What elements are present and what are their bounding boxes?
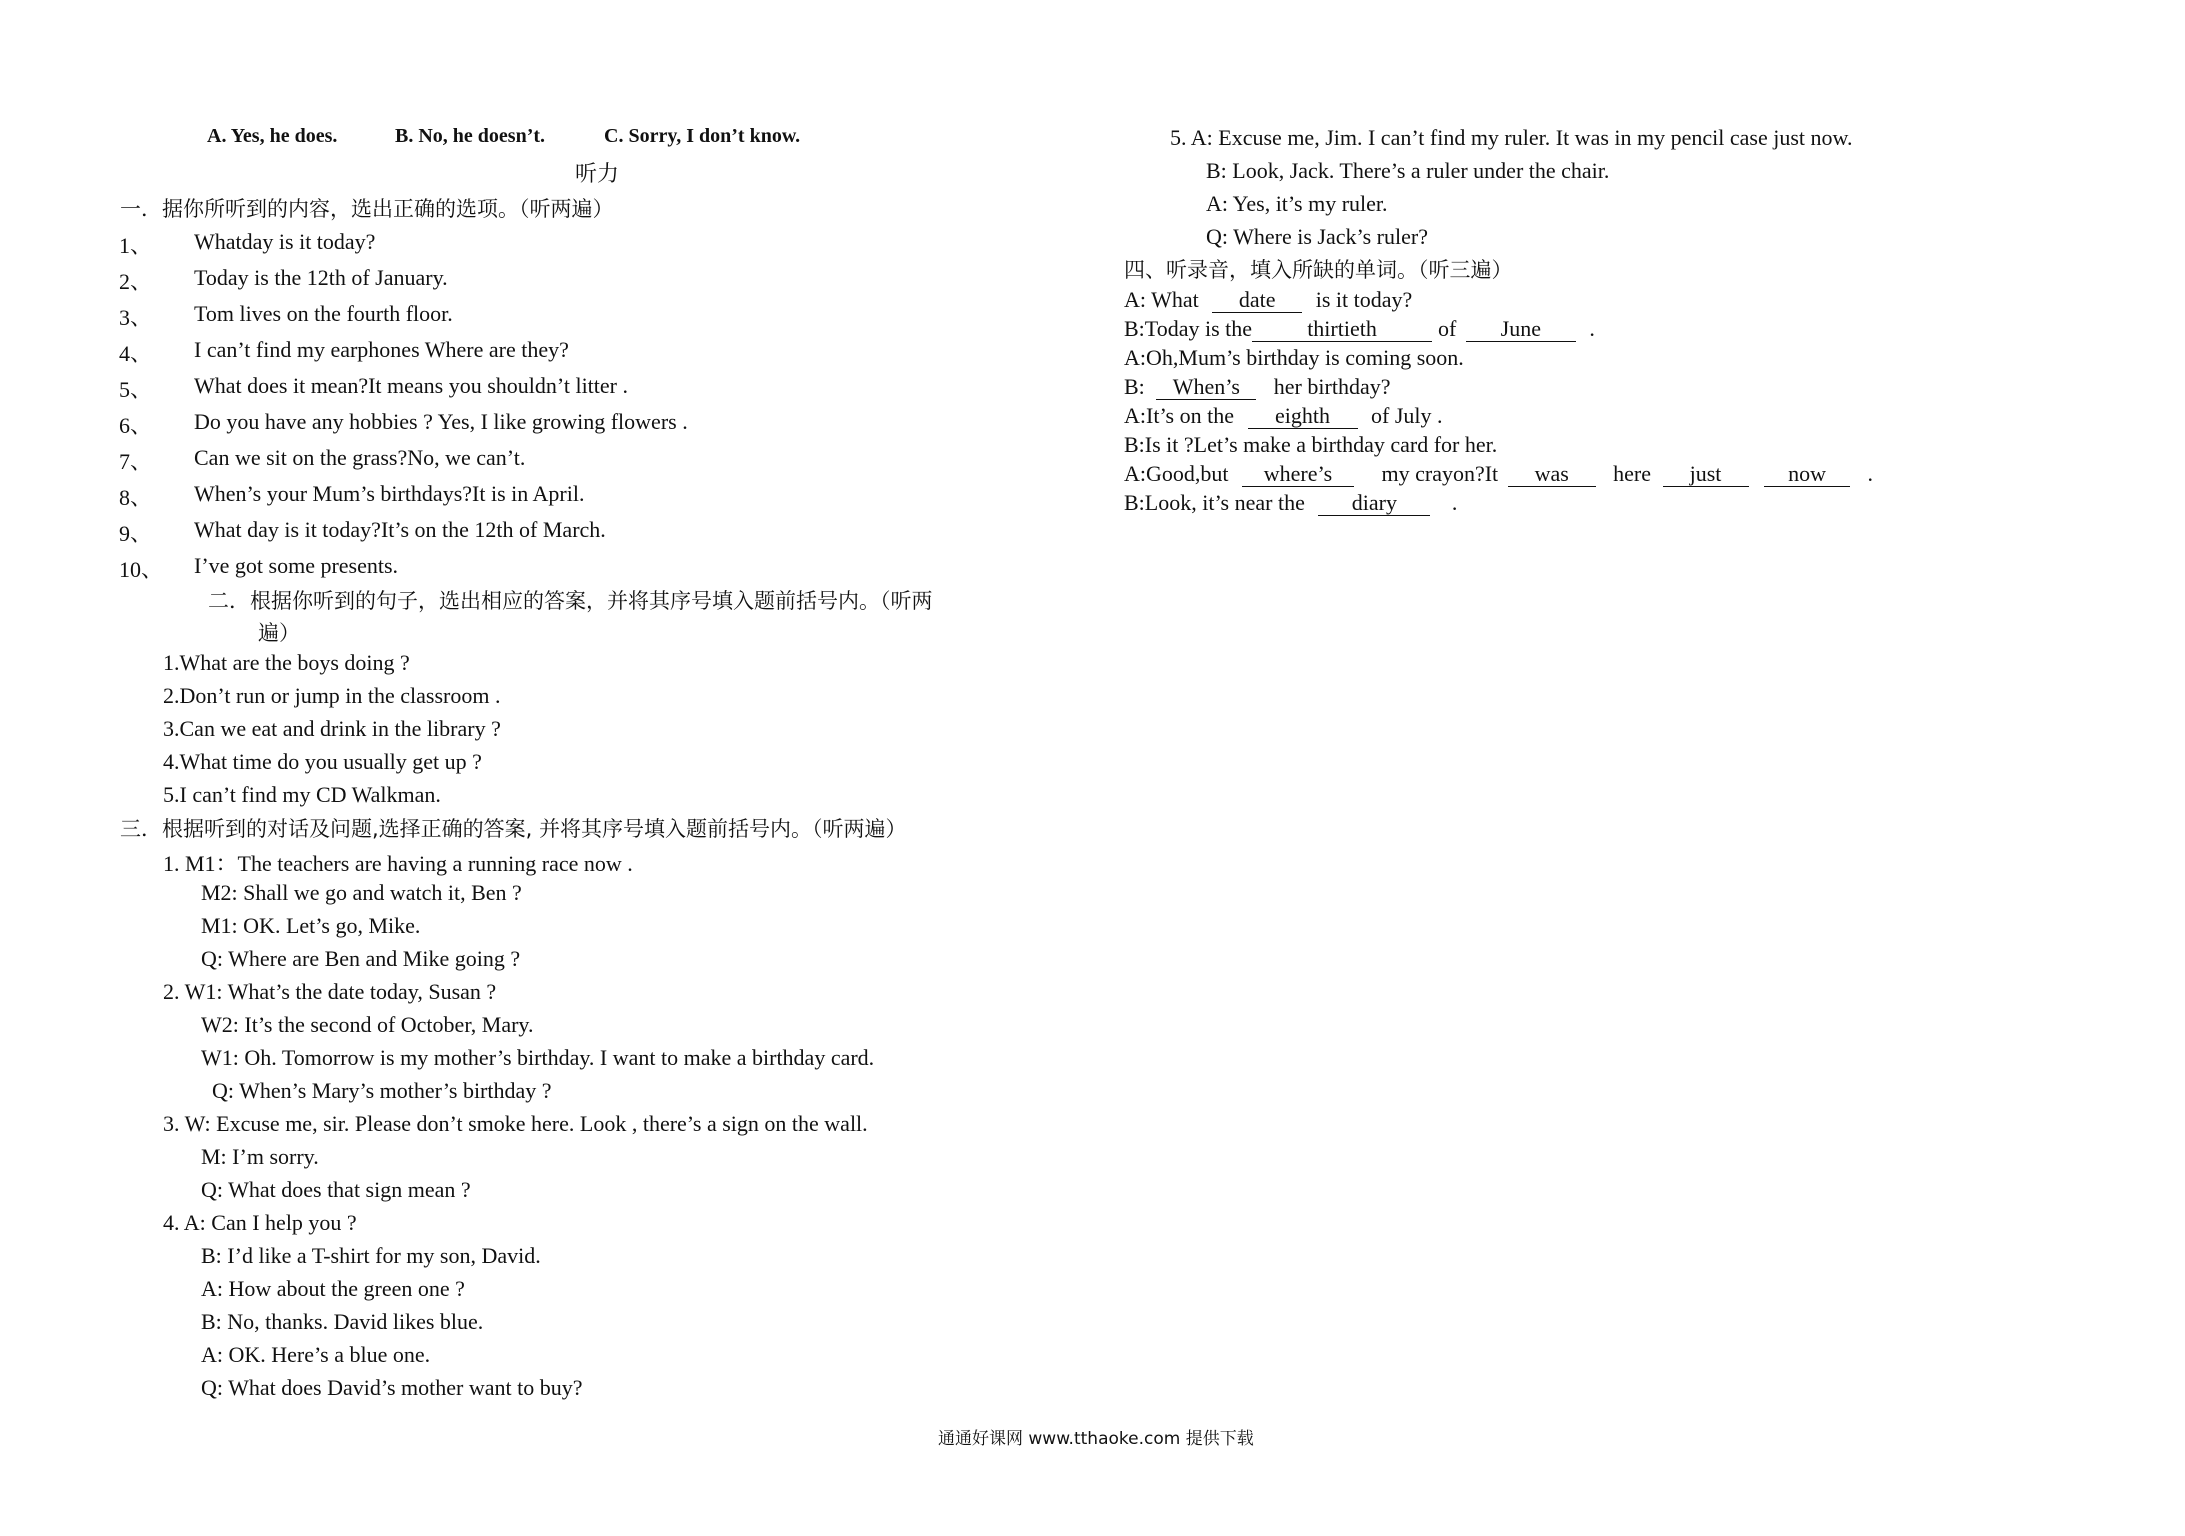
line-text: .: [1589, 316, 1595, 341]
line-text: her birthday?: [1273, 374, 1391, 399]
dialogue-line: B: No, thanks. David likes blue.: [201, 1309, 484, 1334]
list-item: Can we sit on the grass?No, we can’t.: [194, 445, 526, 470]
answer-blank: thirtieth: [1252, 317, 1432, 342]
line-text: .: [1867, 461, 1874, 486]
list-item: When’s your Mum’s birthdays?It is in April.: [194, 481, 585, 506]
dialogue-line: M2: Shall we go and watch it, Ben ?: [201, 880, 522, 905]
dialogue-line: A: How about the green one ?: [201, 1276, 465, 1301]
line-text: of: [1438, 316, 1457, 341]
list-item: 5.I can’t find my CD Walkman.: [163, 782, 441, 807]
dialogue-line: Q: What does that sign mean ?: [201, 1177, 471, 1202]
list-item: Whatday is it today?: [194, 229, 376, 254]
dialogue-line: Q: When’s Mary’s mother’s birthday ?: [212, 1078, 552, 1103]
list-item-number: 2、: [119, 269, 153, 294]
list-item-number: 3、: [119, 305, 153, 330]
list-item: What day is it today?It’s on the 12th of March.: [194, 517, 606, 542]
dialogue-line: 5. A: Excuse me, Jim. I can’t find my ruler. It was in my pencil case just now.: [1170, 125, 1853, 150]
list-item: 1.What are the boys doing ?: [163, 650, 410, 675]
section2-heading: 二．根据你听到的句子，选出相应的答案，并将其序号填入题前括号内。（听两: [208, 589, 933, 613]
dialogue-line: M: I’m sorry.: [201, 1144, 319, 1169]
line-text: here: [1613, 461, 1652, 486]
answer-blank: where’s: [1242, 462, 1354, 487]
dialogue-line: A: OK. Here’s a blue one.: [201, 1342, 431, 1367]
line-text: B:Is it ?Let’s make a birthday card for her.: [1124, 432, 1498, 457]
fill-line: [1124, 432, 1497, 458]
fill-line: [1124, 345, 1464, 371]
list-item: What does it mean?It means you shouldn’t litter .: [194, 373, 628, 398]
list-item: 4.What time do you usually get up ?: [163, 749, 482, 774]
section4-heading: 四、听录音，填入所缺的单词。（听三遍）: [1124, 258, 1513, 282]
list-item-number: 4、: [119, 341, 153, 366]
line-text: .: [1451, 490, 1458, 515]
answer-blank: was: [1508, 462, 1596, 487]
list-item: I’ve got some presents.: [194, 553, 399, 578]
section3-heading: 三．根据听到的对话及问题,选择正确的答案, 并将其序号填入题前括号内。（听两遍）: [120, 817, 907, 841]
line-text: B:Look, it’s near the: [1124, 490, 1305, 515]
dialogue-line: 2. W1: What’s the date today, Susan ?: [163, 979, 497, 1004]
line-text: B:: [1124, 374, 1145, 399]
dialogue-line: M1: OK. Let’s go, Mike.: [201, 913, 421, 938]
dialogue-line: Q: What does David’s mother want to buy?: [201, 1375, 583, 1400]
dialogue-line: W1: Oh. Tomorrow is my mother’s birthday. I want to make a birthday card.: [201, 1045, 875, 1070]
answer-blank: date: [1212, 288, 1302, 313]
list-item-number: 8、: [119, 485, 153, 510]
section1-heading: 一．据你所听到的内容，选出正确的选项。（听两遍）: [120, 197, 614, 221]
line-text: A:Good,but: [1124, 461, 1229, 486]
dialogue-line: 3. W: Excuse me, sir. Please don’t smoke here. Look , there’s a sign on the wall.: [163, 1111, 868, 1136]
list-item-number: 1、: [119, 233, 153, 258]
line-text: A: What: [1124, 287, 1199, 312]
listening-title: 听力: [575, 162, 620, 187]
footer-text: 通通好课网 www.tthaoke.com 提供下载: [938, 1429, 1254, 1449]
section2-heading-cont: 遍）: [258, 621, 300, 645]
list-item: Today is the 12th of January.: [194, 265, 448, 290]
line-text: A:It’s on the: [1124, 403, 1234, 428]
list-item: Do you have any hobbies ? Yes, I like growing flowers .: [194, 409, 688, 434]
list-item-number: 9、: [119, 521, 153, 546]
answer-blank: eighth: [1248, 404, 1358, 429]
option-c: C. Sorry, I don’t know.: [604, 125, 801, 147]
fill-line: [1124, 403, 1443, 429]
list-item: Tom lives on the fourth floor.: [194, 301, 453, 326]
fill-line: [1124, 374, 1390, 400]
list-item-number: 10、: [119, 557, 164, 582]
answer-blank: now: [1764, 462, 1850, 487]
fill-line: [1124, 461, 1873, 487]
list-item-number: 7、: [119, 449, 153, 474]
answer-blank: diary: [1318, 491, 1430, 516]
line-text: my crayon?It: [1381, 461, 1499, 486]
list-item: 3.Can we eat and drink in the library ?: [163, 716, 501, 741]
option-a: A. Yes, he does.: [207, 125, 338, 147]
list-item-number: 5、: [119, 377, 153, 402]
fill-line: [1124, 287, 1412, 313]
fill-line: [1124, 316, 1595, 342]
answer-blank: June: [1466, 317, 1576, 342]
dialogue-line: W2: It’s the second of October, Mary.: [201, 1012, 534, 1037]
list-item: I can’t find my earphones Where are they?: [194, 337, 569, 362]
dialogue-line: A: Yes, it’s my ruler.: [1206, 191, 1388, 216]
line-text: is it today?: [1315, 287, 1413, 312]
dialogue-line: Q: Where is Jack’s ruler?: [1206, 224, 1428, 249]
line-text: A:Oh,Mum’s birthday is coming soon.: [1124, 345, 1464, 370]
line-text: of July .: [1371, 403, 1443, 428]
answer-blank: When’s: [1156, 375, 1256, 400]
option-b: B. No, he doesn’t.: [395, 125, 546, 147]
fill-line: [1124, 490, 1457, 516]
dialogue-line: Q: Where are Ben and Mike going ?: [201, 946, 521, 971]
list-item: 2.Don’t run or jump in the classroom .: [163, 683, 501, 708]
answer-blank: just: [1663, 462, 1749, 487]
list-item-number: 6、: [119, 413, 153, 438]
dialogue-line: B: I’d like a T-shirt for my son, David.: [201, 1243, 541, 1268]
dialogue-line: B: Look, Jack. There’s a ruler under the chair.: [1206, 158, 1610, 183]
line-text: B:Today is the: [1124, 316, 1253, 341]
dialogue-line: 1. M1：The teachers are having a running race now .: [163, 851, 633, 876]
dialogue-line: 4. A: Can I help you ?: [163, 1210, 357, 1235]
